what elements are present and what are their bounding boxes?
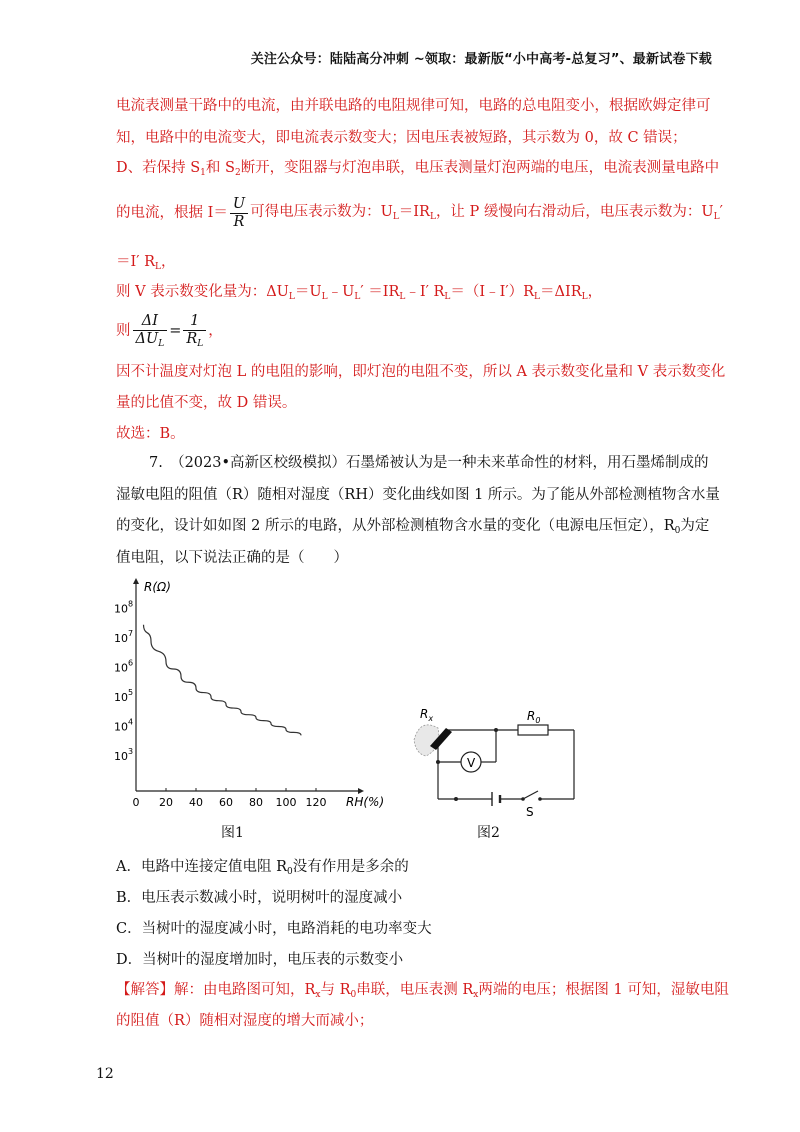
y-axis-arrow	[133, 578, 139, 584]
question-line-1: 7. （2023•高新区校级模拟）石墨烯被认为是一种未来革命性的材料，用石墨烯制成的	[149, 455, 709, 471]
x-tick-label: 100	[275, 796, 297, 809]
x-tick-label: 60	[219, 796, 233, 809]
switch-label: S	[526, 805, 534, 819]
page-header: 关注公众号：陆陆高分冲刺 ~领取：最新版“小中高考-总复习”、最新试卷下载	[250, 52, 712, 67]
rx-label: $R_x$	[420, 707, 434, 723]
question-line-3: 的变化，设计如如图 2 所示的电路，从外部检测植物含水量的变化（电源电压恒定），$R_0$为定	[116, 518, 710, 536]
figure2-caption: 图2	[477, 825, 500, 841]
y-tick-label: $10^7$	[114, 629, 134, 645]
page-number: 12	[96, 1066, 114, 1082]
solution-line-2: 知，电路中的电流变大，即电流表示数变大；因电压表被短路，其示数为 0，故 C 错误；	[116, 130, 687, 146]
figure2-circuit	[410, 700, 590, 820]
fraction-one-over-rl: $\frac{1}{R_L}$	[183, 314, 206, 349]
solution-line-4: 的电流，根据 I＝ $\frac{U}{R}$ 可得电压表示数为：$U_L=IR_L$，让 P 缓慢向右滑动后，电压表示数为：$U_L'$	[116, 196, 723, 230]
option-c: C．当树叶的湿度减小时，电路消耗的电功率变大	[116, 921, 432, 937]
y-tick-label: $10^4$	[114, 717, 134, 734]
x-tick-label: 0	[132, 796, 140, 809]
solution-line-6: 则 V 表示数变化量为：$\Delta U_L=U_L﹣U_L'$ $=IR_L﹣I'$ $R_L=(I﹣I')R_L=\Delta IR_L$，	[116, 284, 603, 302]
voltmeter-label: V	[467, 756, 476, 770]
fraction-u-over-r: $\frac{U}{R}$	[230, 197, 248, 229]
question-line-4: 值电阻，以下说法正确的是（ ）	[116, 550, 348, 566]
r0-label: $R_0$	[527, 709, 541, 725]
solution-line-5: ＝I′ $R_L$，	[116, 254, 176, 272]
x-tick-label: 20	[159, 796, 173, 809]
answer-tag: 【解答】	[116, 982, 174, 998]
fraction-di-over-du: $\frac{\Delta I}{\Delta U_L}$	[133, 314, 168, 349]
x-axis-arrow	[358, 788, 364, 794]
y-tick-label: $10^8$	[114, 599, 134, 616]
option-b: B．电压表示数减小时，说明树叶的湿度减小	[116, 890, 403, 906]
resistance-curve	[144, 625, 302, 736]
x-tick-label: 40	[189, 796, 203, 809]
x-tick-label: 120	[305, 796, 327, 809]
answer-line-1: 【解答】解：由电路图可知，$R_x$与 $R_0$串联，电压表测 $R_x$两端的电压；根据图 1 可知，湿敏电阻	[116, 982, 729, 1000]
solution-line-10: 故选：B。	[116, 426, 185, 442]
y-axis-label: R(Ω)	[144, 580, 171, 594]
y-tick-label: $10^6$	[114, 658, 134, 675]
solution-line-7: 则 $\frac{\Delta I}{\Delta U_L}$ = $\frac{1}{R_L}$ ，	[116, 313, 223, 349]
question-line-2: 湿敏电阻的阻值（R）随相对湿度（RH）变化曲线如图 1 所示。为了能从外部检测植物含水量	[116, 487, 720, 503]
figure1-chart	[96, 570, 396, 830]
solution-line-3: D、若保持 $S_1$和 $S_2$断开，变阻器与灯泡串联，电压表测量灯泡两端的电压，电流表测量电路中	[116, 160, 720, 178]
y-tick-label: $10^5$	[114, 688, 134, 704]
option-d: D．当树叶的湿度增加时，电压表的示数变小	[116, 952, 404, 968]
switch-blade	[523, 791, 538, 799]
answer-line-2: 的阻值（R）随相对湿度的增大而减小；	[116, 1013, 374, 1029]
x-tick-label: 80	[249, 796, 263, 809]
solution-line-1: 电流表测量干路中的电流，由并联电路的电阻规律可知，电路的总电阻变小，根据欧姆定律可	[116, 98, 711, 114]
y-tick-label: $10^3$	[114, 747, 134, 763]
x-axis-label: RH(%)	[346, 795, 385, 809]
y-tick-group	[114, 600, 133, 764]
option-a: A．电路中连接定值电阻 $R_0$没有作用是多余的	[116, 859, 409, 877]
figure1-caption: 图1	[221, 825, 244, 841]
solution-line-9: 量的比值不变，故 D 错误。	[116, 395, 297, 411]
resistor-r0	[518, 725, 548, 735]
solution-line-8: 因不计温度对灯泡 L 的电阻的影响，即灯泡的电阻不变，所以 A 表示数变化量和 V 表示数变化	[116, 364, 726, 380]
